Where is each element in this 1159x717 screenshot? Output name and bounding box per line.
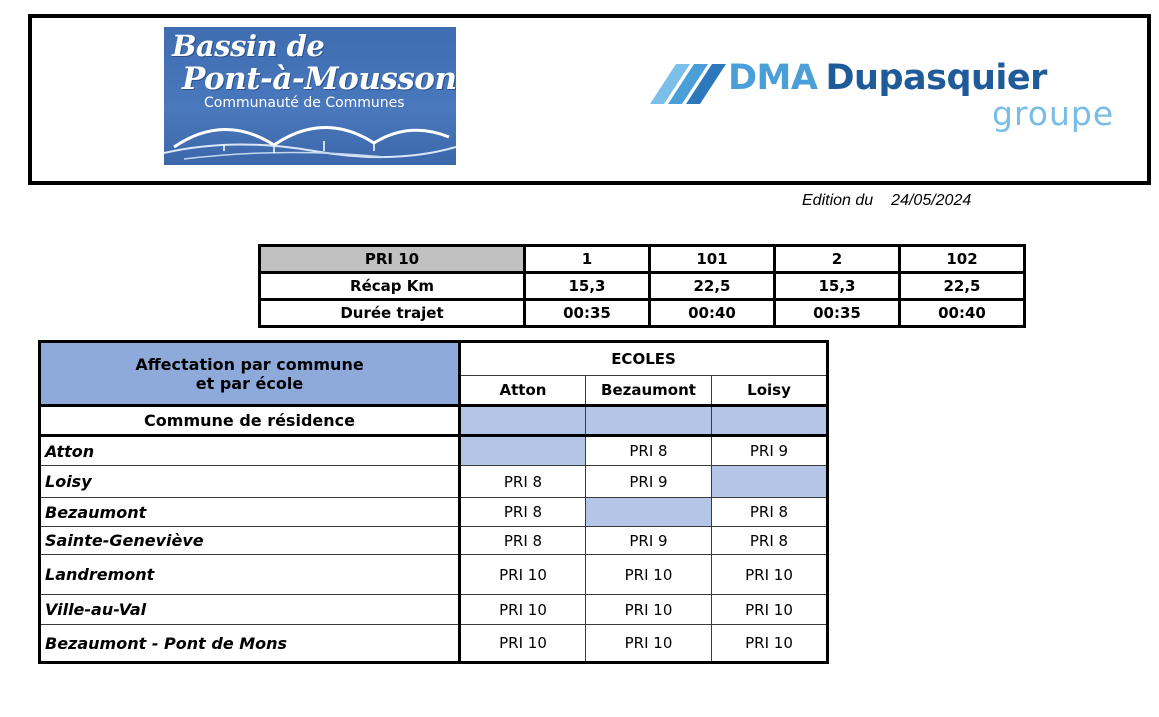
commune-name: Bezaumont — [40, 498, 460, 527]
assignment-cell: PRI 8 — [460, 498, 586, 527]
assignment-cell: PRI 10 — [586, 595, 712, 625]
duration-cell: 00:40 — [650, 300, 775, 327]
bassin-pont-a-mousson-logo — [164, 27, 456, 165]
assignment-cell: PRI 10 — [712, 595, 828, 625]
route-col: 101 — [650, 246, 775, 273]
route-header-row — [260, 246, 1025, 273]
route-col: 102 — [900, 246, 1025, 273]
table-row — [40, 625, 828, 663]
commune-name: Sainte-Geneviève — [40, 527, 460, 555]
assignment-cell: PRI 8 — [586, 436, 712, 466]
assignment-cell: PRI 10 — [712, 625, 828, 663]
assignment-cell: PRI 8 — [460, 527, 586, 555]
logo-left-line1: Bassin de — [172, 29, 325, 63]
route-summary-table — [258, 244, 1026, 328]
brand-dupasquier: Dupasquier — [825, 58, 1047, 98]
commune-name: Landremont — [40, 555, 460, 595]
assignment-cell — [586, 498, 712, 527]
table-row — [40, 498, 828, 527]
school-header-loisy: Loisy — [712, 376, 828, 406]
table-row — [40, 527, 828, 555]
table-row — [40, 595, 828, 625]
assignment-cell: PRI 9 — [586, 527, 712, 555]
assignment-cell: PRI 10 — [712, 555, 828, 595]
affectation-title — [40, 342, 460, 406]
assignment-cell: PRI 10 — [460, 625, 586, 663]
route-label: PRI 10 — [260, 246, 525, 273]
assignment-cell: PRI 9 — [712, 436, 828, 466]
duree-trajet-row — [260, 300, 1025, 327]
affectation-title-line2: et par école — [195, 373, 304, 393]
km-cell: 22,5 — [900, 273, 1025, 300]
row-label: Durée trajet — [260, 300, 525, 327]
km-cell: 15,3 — [525, 273, 650, 300]
table-row — [40, 466, 828, 498]
affectation-title-line1: Affectation par commune — [135, 354, 364, 374]
residence-blank — [460, 406, 586, 436]
assignment-cell — [712, 466, 828, 498]
residence-blank — [586, 406, 712, 436]
edition-date — [802, 192, 971, 210]
logo-left-line2: Pont-à-Mousson — [182, 61, 456, 97]
edition-label: Edition du — [802, 192, 874, 209]
row-label: Récap Km — [260, 273, 525, 300]
route-col: 2 — [775, 246, 900, 273]
duration-cell: 00:35 — [525, 300, 650, 327]
edition-date-value: 24/05/2024 — [891, 192, 972, 209]
km-cell: 15,3 — [775, 273, 900, 300]
brand-name — [728, 58, 1047, 98]
logo-left-line3: Communauté de Communes — [204, 95, 405, 111]
commune-name: Ville-au-Val — [40, 595, 460, 625]
brand-dma: DMA — [728, 58, 818, 98]
assignment-cell: PRI 10 — [586, 555, 712, 595]
assignment-cell — [460, 436, 586, 466]
residence-blank — [712, 406, 828, 436]
dma-stripes-icon — [650, 64, 726, 104]
dma-dupasquier-logo — [650, 58, 1140, 138]
recap-km-row — [260, 273, 1025, 300]
assignment-cell: PRI 9 — [586, 466, 712, 498]
brand-groupe: groupe — [992, 94, 1115, 133]
table-row — [40, 555, 828, 595]
commune-name: Loisy — [40, 466, 460, 498]
residence-header: Commune de résidence — [40, 406, 460, 436]
assignment-cell: PRI 10 — [460, 595, 586, 625]
assignment-cell: PRI 8 — [712, 498, 828, 527]
school-header-bezaumont: Bezaumont — [586, 376, 712, 406]
route-col: 1 — [525, 246, 650, 273]
duration-cell: 00:40 — [900, 300, 1025, 327]
school-header-atton: Atton — [460, 376, 586, 406]
assignment-cell: PRI 10 — [460, 555, 586, 595]
commune-name: Bezaumont - Pont de Mons — [40, 625, 460, 663]
table-row — [40, 436, 828, 466]
assignment-cell: PRI 10 — [586, 625, 712, 663]
duration-cell: 00:35 — [775, 300, 900, 327]
assignment-cell: PRI 8 — [460, 466, 586, 498]
assignment-cell: PRI 8 — [712, 527, 828, 555]
ecoles-header: ECOLES — [460, 342, 828, 376]
bridge-arches-icon — [164, 107, 456, 165]
commune-name: Atton — [40, 436, 460, 466]
affectation-table — [38, 340, 829, 664]
km-cell: 22,5 — [650, 273, 775, 300]
